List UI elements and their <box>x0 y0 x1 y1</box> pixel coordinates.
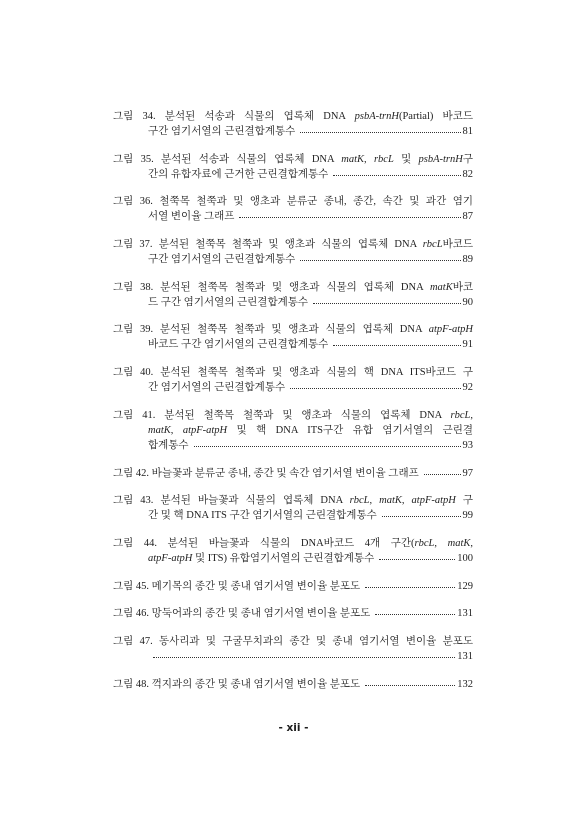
page-number: 81 <box>462 126 473 137</box>
page-number: 131 <box>457 650 473 662</box>
figure-entry <box>113 365 473 395</box>
caption-text: 동사리과 및 구굴무치과의 종간 및 종내 염기서열 변이율 분포도 <box>159 635 474 647</box>
entry-line <box>113 280 473 295</box>
figure-number: 그림 40. <box>113 367 154 379</box>
caption-text: , <box>364 153 374 165</box>
entry-line <box>113 337 473 352</box>
dot-leader <box>382 516 461 517</box>
gene-name: rbcL <box>373 153 394 165</box>
caption-text: , <box>369 495 380 507</box>
dot-leader <box>365 685 455 686</box>
entry-line <box>113 109 473 124</box>
caption-text: 구 <box>462 153 473 165</box>
entry-text <box>148 124 295 139</box>
entry-line <box>113 634 473 649</box>
dot-leader <box>239 217 460 218</box>
dot-leader <box>194 446 461 447</box>
gene-name: matK <box>429 281 453 293</box>
entry-line <box>113 677 473 692</box>
caption-text: 바코 <box>452 281 474 293</box>
entry-text <box>148 508 377 523</box>
entry-text <box>148 295 308 310</box>
entry-line <box>113 152 473 167</box>
dot-leader <box>375 614 455 615</box>
caption-text: , <box>470 537 473 549</box>
caption-text: 간 염기서열의 근린결합계통수 <box>148 382 286 394</box>
gene-name: matK <box>341 153 365 165</box>
caption-text: 분석된 석송과 식물의 엽록체 DNA <box>164 111 355 122</box>
figure-number: 그림 36. <box>113 196 153 208</box>
entry-text <box>148 551 374 566</box>
figure-entry <box>113 634 473 664</box>
entry-text <box>113 677 360 692</box>
gene-name: matK <box>148 424 171 436</box>
dot-leader <box>365 587 455 588</box>
caption-text: 간의 유합자료에 근거한 근린결합계통수 <box>148 168 329 180</box>
page-number: 131 <box>457 608 473 620</box>
page-number: 91 <box>462 339 473 351</box>
page-number: 89 <box>462 254 473 266</box>
entry-text <box>148 167 328 182</box>
caption-text: 구간 염기서열의 근린결합계통수 <box>148 254 296 266</box>
dot-leader <box>333 345 460 346</box>
entry-line <box>113 295 473 310</box>
entry-line <box>113 365 473 380</box>
page-number: 92 <box>462 382 473 394</box>
entry-line <box>113 466 473 481</box>
figure-number: 그림 42. <box>113 467 150 479</box>
page-number: 132 <box>457 678 473 690</box>
gene-name: matK <box>379 495 402 507</box>
caption-text: 꺽지과의 종간 및 종내 염기서열 변이율 분포도 <box>151 678 361 690</box>
figure-entry <box>113 466 473 481</box>
caption-text: 구 <box>455 495 474 507</box>
entry-line <box>113 380 473 395</box>
page-number: 97 <box>462 467 473 479</box>
figure-entry <box>113 194 473 224</box>
figure-entry <box>113 237 473 267</box>
caption-text: 구간 염기서열의 근린결합계통수 <box>148 126 296 137</box>
figure-number: 그림 41. <box>113 409 156 421</box>
page-number: 90 <box>462 296 473 308</box>
dot-leader <box>290 388 460 389</box>
gene-name: rbcL <box>349 495 370 507</box>
figure-number: 그림 43. <box>113 495 154 507</box>
entry-text <box>113 606 370 621</box>
figure-entry <box>113 322 473 352</box>
dot-leader <box>153 657 455 658</box>
entry-line <box>113 322 473 337</box>
entry-line <box>113 194 473 209</box>
entry-line <box>113 423 473 438</box>
entry-line <box>113 508 473 523</box>
caption-text: 망둑어과의 종간 및 종내 염기서열 변이율 분포도 <box>151 608 371 620</box>
gene-name: psbA-trnH <box>418 153 463 165</box>
caption-text: 및 핵 DNA ITS구간 유합 염기서열의 근린결 <box>227 424 474 436</box>
entry-line <box>113 536 473 551</box>
entry-text <box>113 579 360 594</box>
page-number: 129 <box>457 580 473 592</box>
dot-leader <box>379 559 455 560</box>
gene-name: rbcL <box>422 239 443 251</box>
caption-text: 드 구간 염기서열의 근린결합계통수 <box>148 296 309 308</box>
figure-number: 그림 46. <box>113 608 150 620</box>
dot-leader <box>300 132 460 133</box>
figure-number: 그림 37. <box>113 239 153 251</box>
figure-number: 그림 34. <box>113 111 156 122</box>
dot-leader <box>424 474 461 475</box>
caption-text: 분석된 철쭉목 철쭉과 및 앵초과 식물의 핵 DNA ITS바코드 구 <box>160 367 474 379</box>
entry-line <box>113 124 473 139</box>
dot-leader <box>333 175 460 176</box>
entry-line <box>113 606 473 621</box>
caption-text: 철쭉목 철쭉과 및 앵초과 분류군 종내, 종간, 속간 및 과간 염기 <box>159 196 473 208</box>
caption-text: 분석된 바늘꽃과 식물의 엽록체 DNA <box>160 495 350 507</box>
caption-text: 및 ITS) 유합염기서열의 근린결합계통수 <box>192 552 375 564</box>
entry-text <box>148 380 285 395</box>
figure-entry <box>113 579 473 594</box>
list-of-figures <box>113 109 473 704</box>
caption-text: 분석된 철쭉목 철쭉과 및 앵초과 식물의 엽록체 DNA <box>158 239 423 251</box>
figure-entry <box>113 408 473 453</box>
caption-text: 분석된 바늘꽃과 식물의 DNA바코드 4개 구간( <box>167 537 415 549</box>
caption-text: 바늘꽃과 분류군 종내, 종간 및 속간 염기서열 변이율 그래프 <box>151 467 419 479</box>
entry-text <box>148 438 189 453</box>
entry-text <box>148 337 328 352</box>
entry-line <box>113 252 473 267</box>
caption-text: , <box>434 537 448 549</box>
caption-text: , <box>470 409 473 421</box>
figure-entry <box>113 493 473 523</box>
caption-text: 및 <box>393 153 419 165</box>
caption-text: , <box>170 424 183 436</box>
gene-name: psbA-trnH <box>354 111 399 122</box>
figure-entry <box>113 280 473 310</box>
figure-entry <box>113 109 473 139</box>
caption-text: 메기목의 종간 및 종내 염기서열 변이율 분포도 <box>151 580 361 592</box>
figure-entry <box>113 606 473 621</box>
gene-name: atpF-atpH <box>148 552 193 564</box>
entry-line <box>113 649 473 664</box>
page-number: 82 <box>462 168 473 180</box>
page-number: 99 <box>462 510 473 522</box>
figure-number: 그림 38. <box>113 281 154 293</box>
figure-number: 그림 48. <box>113 678 150 690</box>
gene-name: atpF-atpH <box>411 495 456 507</box>
caption-text: 바코드 구간 염기서열의 근린결합계통수 <box>148 339 329 351</box>
page-number: 93 <box>462 439 473 451</box>
caption-text: 간 및 핵 DNA ITS 구간 염기서열의 근린결합계통수 <box>148 510 377 522</box>
entry-line <box>113 237 473 252</box>
gene-name: rbcL <box>450 409 471 421</box>
gene-name: atpF-atpH <box>428 324 474 336</box>
entry-text <box>113 466 419 481</box>
caption-text: 바코드 <box>442 239 473 251</box>
figure-entry <box>113 677 473 692</box>
entry-line <box>113 493 473 508</box>
dot-leader <box>313 303 460 304</box>
gene-name: matK <box>447 537 471 549</box>
caption-text: 분석된 철쭉목 철쭉과 및 앵초과 식물의 엽록체 DNA <box>164 409 451 421</box>
caption-text: , <box>401 495 412 507</box>
caption-text: 서열 변이율 그래프 <box>148 211 235 223</box>
caption-text: (Partial) 바코드 <box>398 111 473 122</box>
page-number: 87 <box>462 211 473 223</box>
entry-text <box>148 209 234 224</box>
entry-line <box>113 408 473 423</box>
entry-line <box>113 551 473 566</box>
caption-text: 분석된 철쭉목 철쭉과 및 앵초과 식물의 엽록체 DNA <box>159 324 429 336</box>
figure-entry <box>113 152 473 182</box>
entry-line <box>113 209 473 224</box>
figure-number: 그림 45. <box>113 580 150 592</box>
page-footer: - xii - <box>278 722 309 734</box>
gene-name: rbcL <box>414 537 435 549</box>
gene-name: atpF-atpH <box>182 424 228 436</box>
entry-line <box>113 579 473 594</box>
entry-line <box>113 167 473 182</box>
page-number: 100 <box>457 552 473 564</box>
caption-text: 합계통수 <box>148 439 189 451</box>
caption-text: 분석된 석송과 식물의 엽록체 DNA <box>160 153 342 165</box>
figure-number: 그림 35. <box>113 153 154 165</box>
figure-number: 그림 44. <box>113 537 158 549</box>
dot-leader <box>300 260 460 261</box>
caption-text: 분석된 철쭉목 철쭉과 및 앵초과 식물의 엽록체 DNA <box>160 281 430 293</box>
figure-number: 그림 39. <box>113 324 154 336</box>
entry-text <box>148 252 295 267</box>
figure-number: 그림 47. <box>113 635 153 647</box>
figure-entry <box>113 536 473 566</box>
entry-line <box>113 438 473 453</box>
